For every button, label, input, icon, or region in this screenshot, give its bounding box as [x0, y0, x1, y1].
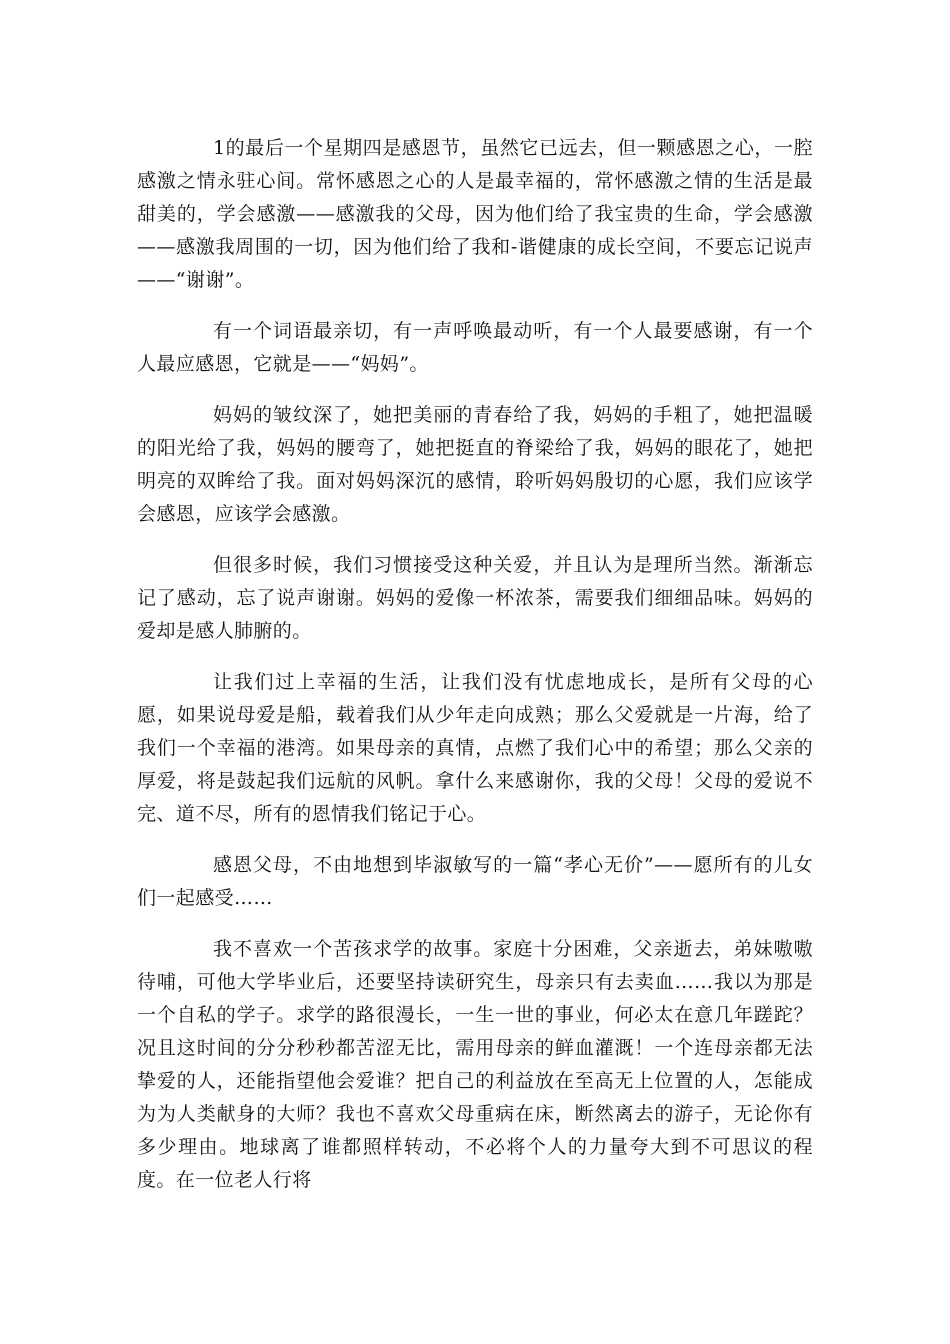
- paragraph-4: 但很多时候，我们习惯接受这种关爱，并且认为是理所当然。渐渐忘记了感动，忘了说声谢谢。妈妈的爱像一杯浓茶，需要我们细细品味。妈妈的爱却是感人肺腑的。: [137, 554, 813, 642]
- document-body: [137, 132, 813, 1215]
- paragraph-2: 有一个词语最亲切，有一声呼唤最动听，有一个人最要感谢，有一个人最应感恩，它就是——“妈妈”。: [137, 320, 813, 375]
- paragraph-3: 妈妈的皱纹深了，她把美丽的青春给了我，妈妈的手粗了，她把温暖的阳光给了我，妈妈的腰弯了，她把挺直的脊梁给了我，妈妈的眼花了，她把明亮的双眸给了我。面对妈妈深沉的感情，聆听妈妈殷切的心愿，我们应该学会感恩，应该学会感激。: [137, 404, 813, 525]
- paragraph-6: 感恩父母，不由地想到毕淑敏写的一篇“孝心无价”——愿所有的儿女们一起感受……: [137, 854, 813, 909]
- paragraph-1: 1的最后一个星期四是感恩节，虽然它已远去，但一颗感恩之心，一腔感激之情永驻心间。常怀感恩之心的人是最幸福的，常怀感激之情的生活是最甜美的，学会感激——感激我的父母，因为他们给了我宝贵的生命，学会感激——感激我周围的一切，因为他们给了我和-谐健康的成长空间，不要忘记说声——“谢谢”。: [137, 137, 813, 291]
- paragraph-5: 让我们过上幸福的生活，让我们没有忧虑地成长，是所有父母的心愿，如果说母爱是船，载着我们从少年走向成熟；那么父爱就是一片海，给了我们一个幸福的港湾。如果母亲的真情，点燃了我们心中的希望；那么父亲的厚爱，将是鼓起我们远航的风帆。拿什么来感谢你，我的父母！父母的爱说不完、道不尽，所有的恩情我们铭记于心。: [137, 671, 813, 825]
- paragraph-7: 我不喜欢一个苦孩求学的故事。家庭十分困难，父亲逝去，弟妹嗷嗷待哺，可他大学毕业后，还要坚持读研究生，母亲只有去卖血……我以为那是一个自私的学子。求学的路很漫长，一生一世的事业，何必太在意几年蹉跎？况且这时间的分分秒秒都苦涩无比，需用母亲的鲜血灌溉！一个连母亲都无法挚爱的人，还能指望他会爱谁？把自己的利益放在至高无上位置的人，怎能成为为人类献身的大师？我也不喜欢父母重病在床，断然离去的游子，无论你有多少理由。地球离了谁都照样转动，不必将个人的力量夸大到不可思议的程度。在一位老人行将: [137, 938, 813, 1191]
